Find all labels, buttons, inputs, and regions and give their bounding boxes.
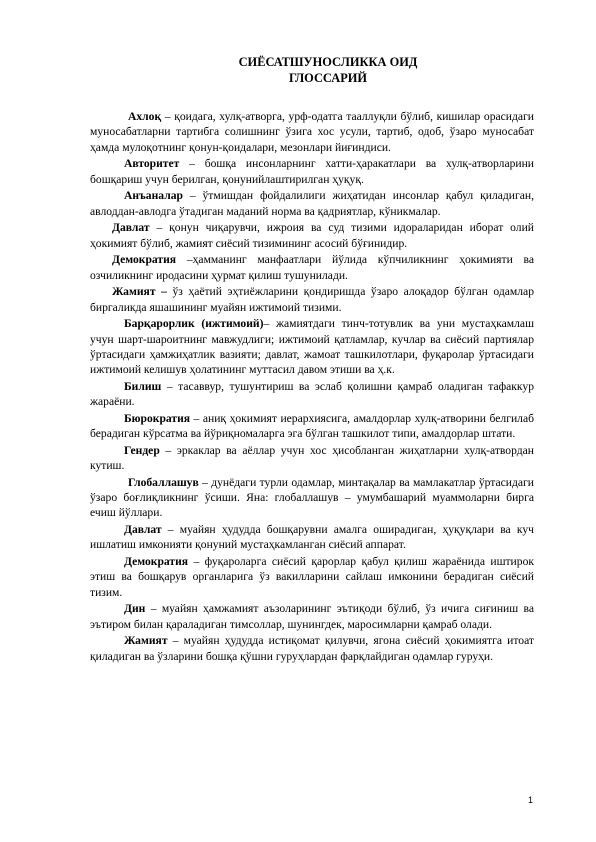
glossary-term: Билиш bbox=[124, 379, 162, 393]
glossary-term: Барқарорлик (ижтимоий) bbox=[124, 317, 264, 331]
glossary-definition: – фуқароларга сиёсий қарорлар қабул қилиш жараёнида иштирок этиш ва бошқарув органларига ўз вакилларини сайлаш имконини берадиган сиёсий тизим. bbox=[90, 555, 534, 599]
glossary-term: Жамият bbox=[124, 634, 168, 648]
glossary-definition: – қоидага, хулқ-атворга, урф-одатга тааллуқли бўлиб, кишилар орасидаги муносабатларни тартибга солишнинг ўзига хос усули, тартиб, одоб, ўзаро муносабат ҳамда мулоқотнинг қонун-қоидалари, мезонлари йиғиндиси. bbox=[90, 110, 534, 154]
glossary-term: Бюрократия bbox=[124, 411, 191, 425]
document-title-line-1: СИЁСАТШУНОСЛИККА ОИД bbox=[238, 55, 418, 69]
glossary-definition: – ўтмишдан фойдалилиги жиҳатидан инсонлар қабул қиладиган, авлоддан-авлодга ўтадиган маданий норма ва қадриятлар, кўникмалар. bbox=[90, 189, 534, 218]
glossary-entry bbox=[90, 475, 534, 521]
glossary-entry bbox=[90, 554, 534, 600]
glossary-entry bbox=[90, 443, 534, 474]
glossary-definition: ўз ҳаётий эҳтиёжларини қондиришда ўзаро алоқадор бўлган одамлар биргаликда яшашининг муайян ижтимоий тизими. bbox=[90, 285, 534, 314]
glossary-definition: – муайян ҳудудда бошқарувни амалга оширадиган, ҳуқуқлари ва куч ишлатиш имконияти қонуний мустаҳкамланган сиёсий аппарат. bbox=[90, 523, 534, 552]
glossary-entry bbox=[90, 156, 534, 187]
glossary-term: Демократия bbox=[124, 555, 189, 568]
glossary-entry bbox=[90, 379, 534, 410]
glossary-term: Давлат bbox=[124, 523, 162, 537]
glossary-entries bbox=[90, 109, 534, 665]
glossary-definition: – аниқ ҳокимият иерархиясига, амалдорлар хулқ-атворини белгилаб берадиган кўрсатма ва йўриқномаларга эга бўлган ташкилот типи, амалдорлар штати. bbox=[90, 411, 534, 441]
glossary-definition: – дунёдаги турли одамлар, минтақалар ва мамлакатлар ўртасидаги ўзаро боғлиқликнинг ўсиши. Яна: глобаллашув – умумбашарий муаммоларни бирга ечиш йўллари. bbox=[90, 475, 534, 520]
glossary-entry bbox=[90, 316, 534, 377]
glossary-term: Глобаллашув bbox=[128, 475, 199, 489]
glossary-term: Анъаналар bbox=[124, 189, 183, 203]
glossary-entry bbox=[90, 109, 534, 155]
glossary-definition: –ҳамманинг манфаатлари йўлида кўпчиликнинг ҳокимияти ва озчиликнинг иродасини ҳурмат қилиш тушунилади. bbox=[90, 253, 534, 282]
glossary-term: Демократия bbox=[112, 253, 177, 267]
glossary-entry bbox=[90, 601, 534, 632]
glossary-entry bbox=[90, 220, 534, 251]
glossary-entry bbox=[90, 188, 534, 219]
glossary-term: Давлат bbox=[112, 221, 150, 235]
glossary-entry bbox=[90, 411, 534, 442]
glossary-entry bbox=[90, 522, 534, 553]
glossary-term: Дин bbox=[124, 602, 146, 616]
glossary-term: Жамият – bbox=[112, 285, 167, 299]
glossary-term: Авторитет bbox=[124, 157, 180, 171]
glossary-entry bbox=[90, 284, 534, 315]
glossary-definition: – тасаввур, тушунтириш ва эслаб қолишни қамраб оладиган тафаккур жараёни. bbox=[90, 379, 534, 409]
glossary-definition: – жамиятдаги тинч-тотувлик ва уни мустаҳкамлаш учун шарт-шароитнинг мавжудлиги; ижтимоий қатламлар, кучлар ва сиёсий партиялар ўртасидаги ҳамжиҳатлик вазияти; давлат, жамоат ташкилотлари, фуқаролар ўртасидаги ижтимоий келишув ҳолатининг муттасил давом этиши ва ҳ.к. bbox=[90, 317, 534, 377]
glossary-term: Гендер bbox=[124, 443, 160, 457]
glossary-definition: – муайян ҳамжамият аъзоларининг эътиқоди бўлиб, ўз ичига сиғиниш ва эътиром билан қараладиган тимсоллар, шунингдек, маросимларни қамраб олади. bbox=[90, 602, 534, 631]
glossary-entry bbox=[90, 633, 534, 664]
glossary-entry bbox=[90, 252, 534, 283]
glossary-definition: – қонун чиқарувчи, ижроия ва суд тизими идораларидан иборат олий ҳокимият бўлиб, жамият сиёсий тизимининг асосий бўғинидир. bbox=[90, 221, 534, 250]
glossary-definition: – муайян ҳудудда истиқомат қилувчи, ягона сиёсий ҳокимиятга итоат қиладиган ва ўзларини бошқа қўшни гуруҳлардан фарқлайдиган одамлар гуруҳи. bbox=[90, 634, 534, 663]
glossary-definition: – эркаклар ва аёллар учун хос ҳисобланган жиҳатларни хулқ-атвордан кутиш. bbox=[90, 443, 534, 473]
document-title-line-2: ГЛОССАРИЙ bbox=[288, 71, 368, 85]
page-number: 1 bbox=[528, 795, 534, 805]
glossary-term: Ахлоқ bbox=[128, 110, 162, 123]
glossary-definition: – бошқа инсонларнинг хатти-ҳаракатлари ва хулқ-атворларини бошқариш учун берилган, қонунийлаштирилган ҳуқуқ. bbox=[90, 157, 534, 186]
